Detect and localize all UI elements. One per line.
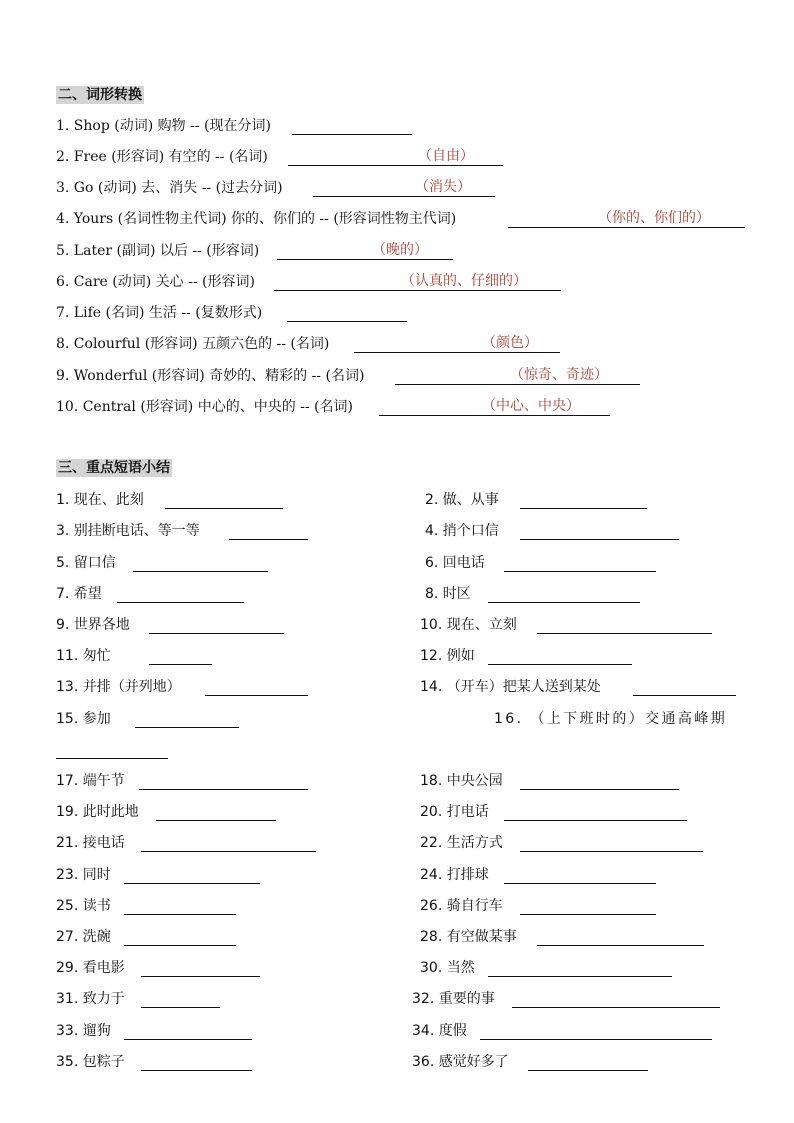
phrase-item-31: 31. 致力于 (56, 991, 125, 1007)
phrase-blank-30[interactable] (488, 975, 672, 977)
phrase-blank-35[interactable] (141, 1069, 252, 1071)
phrase-blank-12[interactable] (488, 663, 632, 665)
phrase-item-29: 29. 看电影 (56, 960, 125, 976)
phrase-blank-10[interactable] (537, 632, 712, 634)
phrase-blank-14[interactable] (633, 694, 736, 696)
answer-text-6: （认真的、仔细的） (401, 273, 527, 289)
phrase-blank-21[interactable] (141, 850, 316, 852)
phrase-blank-20[interactable] (504, 819, 687, 821)
section2-title: 二、词形转换 (58, 87, 142, 103)
phrase-blank-11[interactable] (149, 663, 212, 665)
phrase-blank-29[interactable] (141, 975, 260, 977)
phrase-blank-18[interactable] (520, 788, 679, 790)
phrase-blank-7[interactable] (117, 601, 244, 603)
phrase-blank-15[interactable] (135, 726, 239, 728)
conversion-item-9: 9. Wonderful (形容词) 奇妙的、精彩的 -- (名词) (56, 368, 365, 384)
phrase-item-18: 18. 中央公园 (420, 773, 503, 789)
phrase-item-15: 15. 参加 (56, 711, 111, 727)
phrase-blank-24[interactable] (504, 882, 656, 884)
answer-blank-1[interactable] (292, 133, 412, 135)
phrase-blank-6[interactable] (504, 570, 656, 572)
phrase-item-4: 4. 捎个口信 (425, 523, 499, 539)
phrase-item-20: 20. 打电话 (420, 804, 489, 820)
phrase-item-10: 10. 现在、立刻 (420, 617, 517, 633)
phrase-item-11: 11. 匆忙 (56, 648, 111, 664)
phrase-item-14: 14. （开车）把某人送到某处 (420, 679, 601, 695)
phrase-blank-22[interactable] (520, 850, 703, 852)
phrase-blank-32[interactable] (512, 1006, 720, 1008)
phrase-item-3: 3. 别挂断电话、等一等 (56, 523, 200, 539)
phrase-blank-34[interactable] (480, 1038, 712, 1040)
conversion-item-2: 2. Free (形容词) 有空的 -- (名词) (56, 149, 268, 165)
phrase-item-16: 16. （上下班时的）交通高峰期 (494, 711, 728, 727)
conversion-item-5: 5. Later (副词) 以后 -- (形容词) (56, 243, 260, 259)
phrase-blank-26[interactable] (520, 913, 656, 915)
phrase-blank-23[interactable] (124, 882, 260, 884)
phrase-blank-1[interactable] (165, 507, 283, 509)
phrase-item-33: 33. 遛狗 (56, 1023, 111, 1039)
phrase-blank-33[interactable] (124, 1038, 252, 1040)
phrase-blank-5[interactable] (133, 570, 268, 572)
answer-text-5: （晚的） (372, 242, 428, 258)
phrase-item-25: 25. 读书 (56, 898, 111, 914)
conversion-item-8: 8. Colourful (形容词) 五颜六色的 -- (名词) (56, 336, 330, 352)
answer-text-10: （中心、中央） (482, 398, 580, 414)
conversion-item-7: 7. Life (名词) 生活 -- (复数形式) (56, 305, 263, 321)
section3-title: 三、重点短语小结 (58, 460, 170, 476)
phrase-blank-31[interactable] (141, 1006, 220, 1008)
phrase-blank-28[interactable] (537, 944, 704, 946)
conversion-item-10: 10. Central (形容词) 中心的、中央的 -- (名词) (56, 399, 353, 415)
phrase-blank-8[interactable] (488, 601, 640, 603)
phrase-item-30: 30. 当然 (420, 960, 475, 976)
phrase-item-7: 7. 希望 (56, 586, 102, 602)
phrase-blank-13[interactable] (205, 694, 308, 696)
phrase-blank-27[interactable] (124, 944, 236, 946)
phrase-blank-9[interactable] (149, 632, 284, 634)
answer-text-9: （惊奇、奇迹） (510, 367, 608, 383)
phrase-item-5: 5. 留口信 (56, 555, 116, 571)
phrase-item-1: 1. 现在、此刻 (56, 492, 144, 508)
phrase-item-13: 13. 并排（并列地） (56, 679, 181, 695)
phrase-item-32: 32. 重要的事 (412, 991, 495, 1007)
answer-text-3: （消失） (415, 179, 471, 195)
phrase-blank-3[interactable] (229, 538, 308, 540)
conversion-item-1: 1. Shop (动词) 购物 -- (现在分词) (56, 118, 271, 134)
phrase-blank-2[interactable] (520, 507, 647, 509)
phrase-item-35: 35. 包粽子 (56, 1054, 125, 1070)
phrase-item-21: 21. 接电话 (56, 835, 125, 851)
phrase-blank-36[interactable] (528, 1069, 648, 1071)
phrase-item-23: 23. 同时 (56, 867, 111, 883)
answer-text-2: （自由） (418, 148, 474, 164)
phrase-item-34: 34. 度假 (412, 1023, 467, 1039)
phrase-blank-4[interactable] (520, 538, 679, 540)
phrase-item-2: 2. 做、从事 (425, 492, 499, 508)
conversion-item-3: 3. Go (动词) 去、消失 -- (过去分词) (56, 180, 283, 196)
answer-text-4: （你的、你们的） (598, 210, 710, 226)
phrase-blank-16[interactable] (56, 757, 168, 759)
phrase-item-36: 36. 感觉好多了 (412, 1054, 509, 1070)
phrase-item-19: 19. 此时此地 (56, 804, 139, 820)
phrase-item-22: 22. 生活方式 (420, 835, 503, 851)
phrase-item-26: 26. 骑自行车 (420, 898, 503, 914)
phrase-item-28: 28. 有空做某事 (420, 929, 517, 945)
phrase-blank-19[interactable] (156, 819, 276, 821)
phrase-blank-25[interactable] (124, 913, 236, 915)
phrase-item-6: 6. 回电话 (425, 555, 485, 571)
phrase-item-12: 12. 例如 (420, 648, 475, 664)
phrase-item-24: 24. 打排球 (420, 867, 489, 883)
answer-blank-7[interactable] (287, 320, 407, 322)
phrase-item-9: 9. 世界各地 (56, 617, 130, 633)
phrase-item-8: 8. 时区 (425, 586, 471, 602)
phrase-item-27: 27. 洗碗 (56, 929, 111, 945)
conversion-item-6: 6. Care (动词) 关心 -- (形容词) (56, 274, 255, 290)
phrase-item-17: 17. 端午节 (56, 773, 125, 789)
answer-text-8: （颜色） (482, 335, 538, 351)
phrase-blank-17[interactable] (139, 788, 308, 790)
conversion-item-4: 4. Yours (名词性物主代词) 你的、你们的 -- (形容词性物主代词) (56, 211, 457, 227)
